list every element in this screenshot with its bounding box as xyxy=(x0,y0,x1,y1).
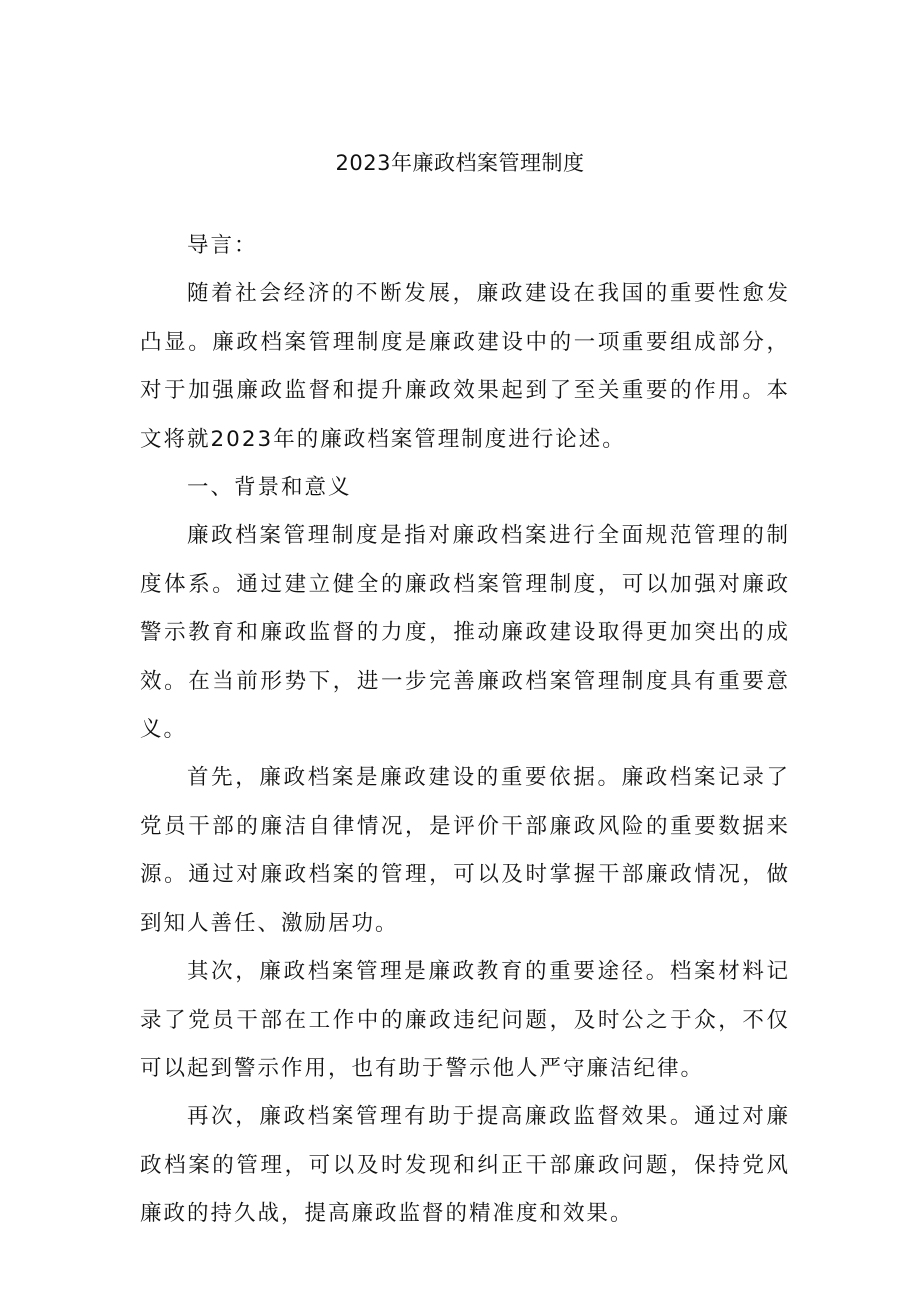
paragraph-intro-heading: 导言： xyxy=(187,233,258,258)
paragraph-first: 首先，廉政档案是廉政建设的重要依据。廉政档案记录了党员干部的廉洁自律情况，是评价干部廉政风险的重要数据来源。通过对廉政档案的管理，可以及时掌握干部廉政情况，做到知人善任、激励居功。 xyxy=(140,765,790,936)
paragraph-second: 其次，廉政档案管理是廉政教育的重要途径。档案材料记录了党员干部在工作中的廉政违纪问题，及时公之于众，不仅可以起到警示作用，也有助于警示他人严守廉洁纪律。 xyxy=(140,959,790,1081)
paragraph-definition: 廉政档案管理制度是指对廉政档案进行全面规范管理的制度体系。通过建立健全的廉政档案管理制度，可以加强对廉政警示教育和廉政监督的力度，推动廉政建设取得更加突出的成效。在当前形势下，进一步完善廉政档案管理制度具有重要意义。 xyxy=(140,523,790,743)
paragraph-third: 再次，廉政档案管理有助于提高廉政监督效果。通过对廉政档案的管理，可以及时发现和纠正干部廉政问题，保持党风廉政的持久战，提高廉政监督的精准度和效果。 xyxy=(140,1104,790,1227)
document-body xyxy=(140,222,790,1239)
section-heading-background: 一、背景和意义 xyxy=(187,475,352,501)
paragraph-intro: 随着社会经济的不断发展，廉政建设在我国的重要性愈发凸显。廉政档案管理制度是廉政建设中的一项重要组成部分，对于加强廉政监督和提升廉政效果起到了至关重要的作用。本文将就2023年的廉政档案管理制度进行论述。 xyxy=(140,281,790,452)
document-title: 2023年廉政档案管理制度 xyxy=(335,151,585,175)
